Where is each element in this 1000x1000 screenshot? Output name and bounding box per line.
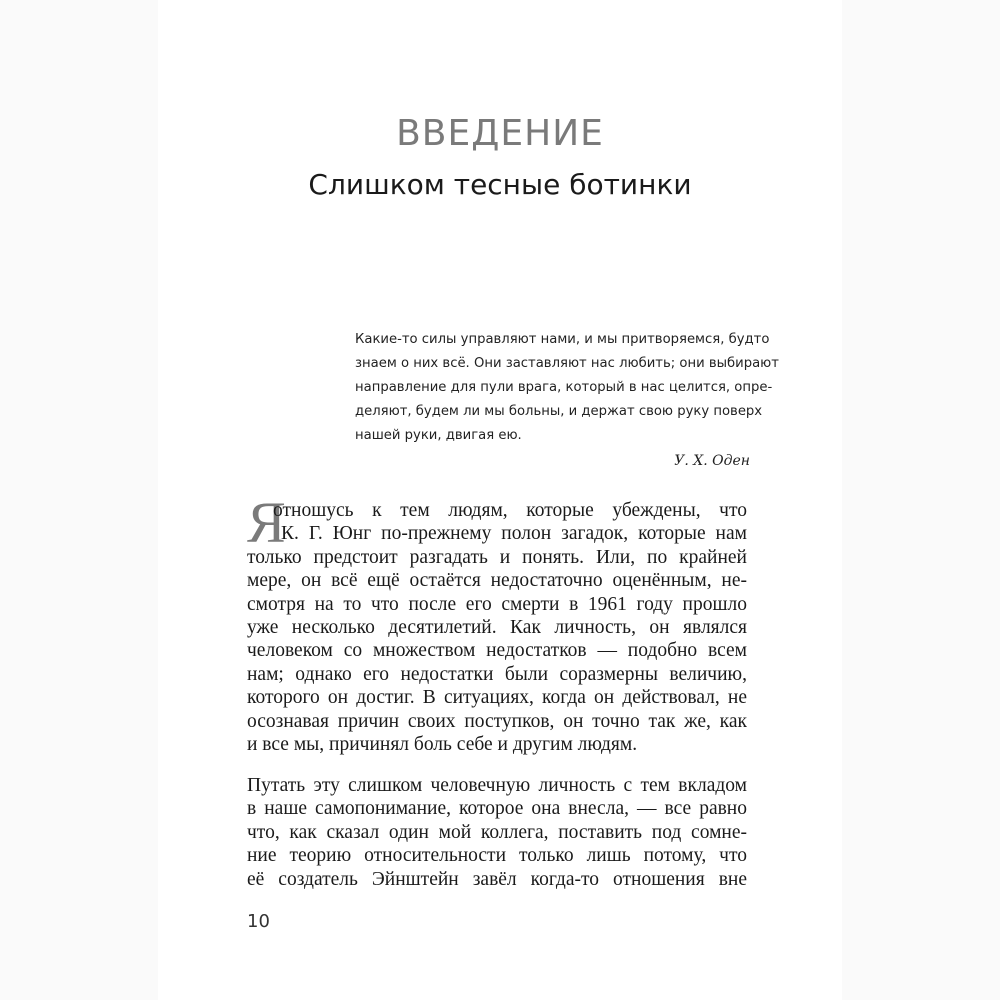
- epigraph-line: деляют, будем ли мы больны, и держат свою руку поверх: [355, 404, 763, 419]
- paragraph-line: нам; однако его недостатки были соразмерны величию,: [247, 663, 747, 685]
- paragraph-1: [247, 490, 747, 756]
- paragraph-line: уже несколько десятилетий. Как личность, он являлся: [247, 617, 747, 639]
- paragraph-line: ние теорию относительности только лишь потому, что: [247, 845, 747, 867]
- epigraph-line: направление для пули врага, который в нас целится, опре-: [355, 380, 773, 395]
- epigraph-line: Какие-то силы управляют нами, и мы притворяемся, будто: [355, 332, 770, 347]
- paragraph-2: [247, 774, 747, 891]
- paragraph-line: человеком со множеством недостатков — подобно всем: [247, 640, 747, 662]
- epigraph-author: У. Х. Оден: [674, 453, 750, 469]
- paragraph-line: её создатель Эйнштейн завёл когда-то отношения вне: [247, 868, 747, 890]
- chapter-title: Слишком тесные ботинки: [308, 168, 692, 201]
- paragraph-line: К. Г. Юнг по-прежнему полон загадок, которые нам: [281, 523, 747, 545]
- paragraph-line: и все мы, причинял боль себе и другим людям.: [247, 734, 638, 756]
- paragraph-line: которого он достиг. В ситуациях, когда он действовал, не: [247, 687, 747, 709]
- paragraph-line: смотря на то что после его смерти в 1961 году прошло: [247, 593, 747, 615]
- page-number: 10: [247, 911, 270, 932]
- paragraph-line: мере, он всё ещё остаётся недостаточно оценённым, не-: [247, 570, 747, 592]
- paragraph-line: в наше самопонимание, которое она внесла, — все равно: [247, 798, 747, 820]
- chapter-label: ВВЕДЕНИЕ: [396, 113, 604, 154]
- epigraph: [355, 328, 779, 473]
- drop-cap: Я: [247, 490, 286, 555]
- paragraph-line: Путать эту слишком человечную личность с тем вкладом: [247, 775, 747, 796]
- paragraph-line: отношусь к тем людям, которые убеждены, что: [273, 500, 747, 521]
- paragraph-line: что, как сказал один мой коллега, поставить под сомне-: [247, 821, 747, 843]
- epigraph-line: нашей руки, двигая ею.: [355, 428, 522, 443]
- paragraph-line: только предстоит разгадать и понять. Или, по крайней: [247, 546, 747, 568]
- epigraph-line: знаем о них всё. Они заставляют нас любить; они выбирают: [355, 356, 779, 371]
- paragraph-line: осознавая причин своих поступков, он точно так же, как: [247, 710, 747, 732]
